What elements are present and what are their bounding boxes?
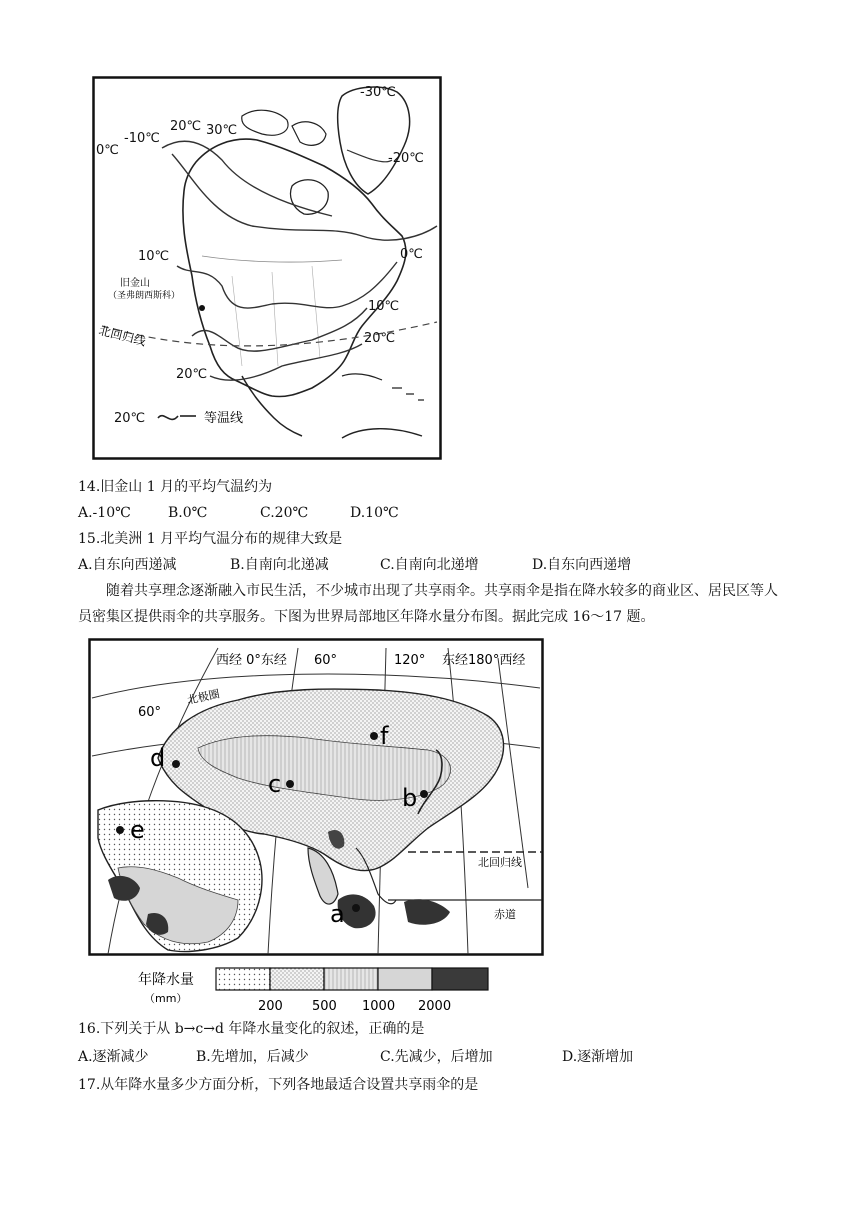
isotherm-label: 20℃: [176, 367, 208, 382]
tropic-of-cancer-label: 北回归线: [478, 856, 522, 869]
isotherm-label: 0℃: [400, 247, 423, 262]
q14-option-d: D.10℃: [350, 505, 399, 521]
q16-option-d: D.逐渐增加: [562, 1049, 634, 1065]
legend-value: 500: [312, 999, 337, 1014]
q15-option-d: D.自东向西递增: [532, 557, 632, 573]
precipitation-map: [88, 638, 544, 1020]
legend-value: 1000: [362, 999, 396, 1014]
san-francisco-sublabel: （圣弗朗西斯科）: [108, 291, 181, 301]
legend-title: 年降水量: [138, 972, 194, 988]
q16-option-a: A.逐渐减少: [78, 1049, 149, 1065]
point-a-label: a: [330, 900, 345, 928]
question-14: 14.旧金山 1 月的平均气温约为: [78, 479, 273, 495]
longitude-label: 西经 0°东经: [216, 653, 287, 668]
san-francisco-label: 旧金山: [120, 278, 150, 289]
legend-value: 2000: [418, 999, 452, 1014]
longitude-label: 60°: [314, 653, 338, 668]
question-16: 16.下列关于从 b→c→d 年降水量变化的叙述，正确的是: [78, 1021, 425, 1037]
point-d-label: d: [150, 744, 166, 772]
q16-option-b: B.先增加，后减少: [196, 1049, 309, 1065]
north-america-isotherm-map: [92, 76, 442, 460]
q14-option-b: B.0℃: [168, 505, 208, 521]
point-b-label: b: [402, 784, 418, 812]
tropic-of-cancer-label: 北回归线: [97, 323, 148, 349]
equator-label: 赤道: [494, 908, 516, 921]
point-c-label: c: [268, 770, 282, 798]
intro-paragraph: 随着共享理念逐渐融入市民生活，不少城市出现了共享雨伞。共享雨伞是指在降水较多的商业区、居民区等人员密集区提供雨伞的共享服务。下图为世界局部地区年降水量分布图。据此完成 16～17 题。: [78, 583, 778, 625]
isotherm-label: -30℃: [360, 85, 396, 100]
q15-option-b: B.自南向北递减: [230, 557, 329, 573]
isotherm-label: 30℃: [206, 123, 238, 138]
legend-isotherm-value: 20℃: [114, 411, 146, 426]
longitude-label: 东经180°西经: [442, 653, 526, 668]
arctic-circle-label: 北极圈: [185, 687, 221, 707]
isotherm-label: -10℃: [124, 131, 160, 146]
point-f-label: f: [380, 722, 389, 750]
question-15: 15.北美洲 1 月平均气温分布的规律大致是: [78, 531, 343, 547]
legend-unit: （mm）: [144, 992, 188, 1005]
legend-value: 200: [258, 999, 283, 1014]
q15-option-c: C.自南向北递增: [380, 557, 479, 573]
isotherm-label: -20℃: [388, 151, 424, 166]
q14-option-c: C.20℃: [260, 505, 309, 521]
point-e-label: e: [130, 816, 145, 844]
question-17: 17.从年降水量多少方面分析，下列各地最适合设置共享雨伞的是: [78, 1077, 479, 1093]
isotherm-label: 10℃: [138, 249, 170, 264]
latitude-label: 60°: [138, 705, 162, 720]
q16-option-c: C.先减少，后增加: [380, 1049, 493, 1065]
isotherm-label: 0℃: [96, 143, 119, 158]
q14-option-a: A.-10℃: [78, 505, 131, 521]
q15-option-a: A.自东向西递减: [78, 557, 177, 573]
isotherm-label: 20℃: [170, 119, 202, 134]
isotherm-label: 10℃: [368, 299, 400, 314]
longitude-label: 120°: [394, 653, 426, 668]
legend-isotherm-text: 等温线: [204, 411, 244, 426]
isotherm-label: 20℃: [364, 331, 396, 346]
